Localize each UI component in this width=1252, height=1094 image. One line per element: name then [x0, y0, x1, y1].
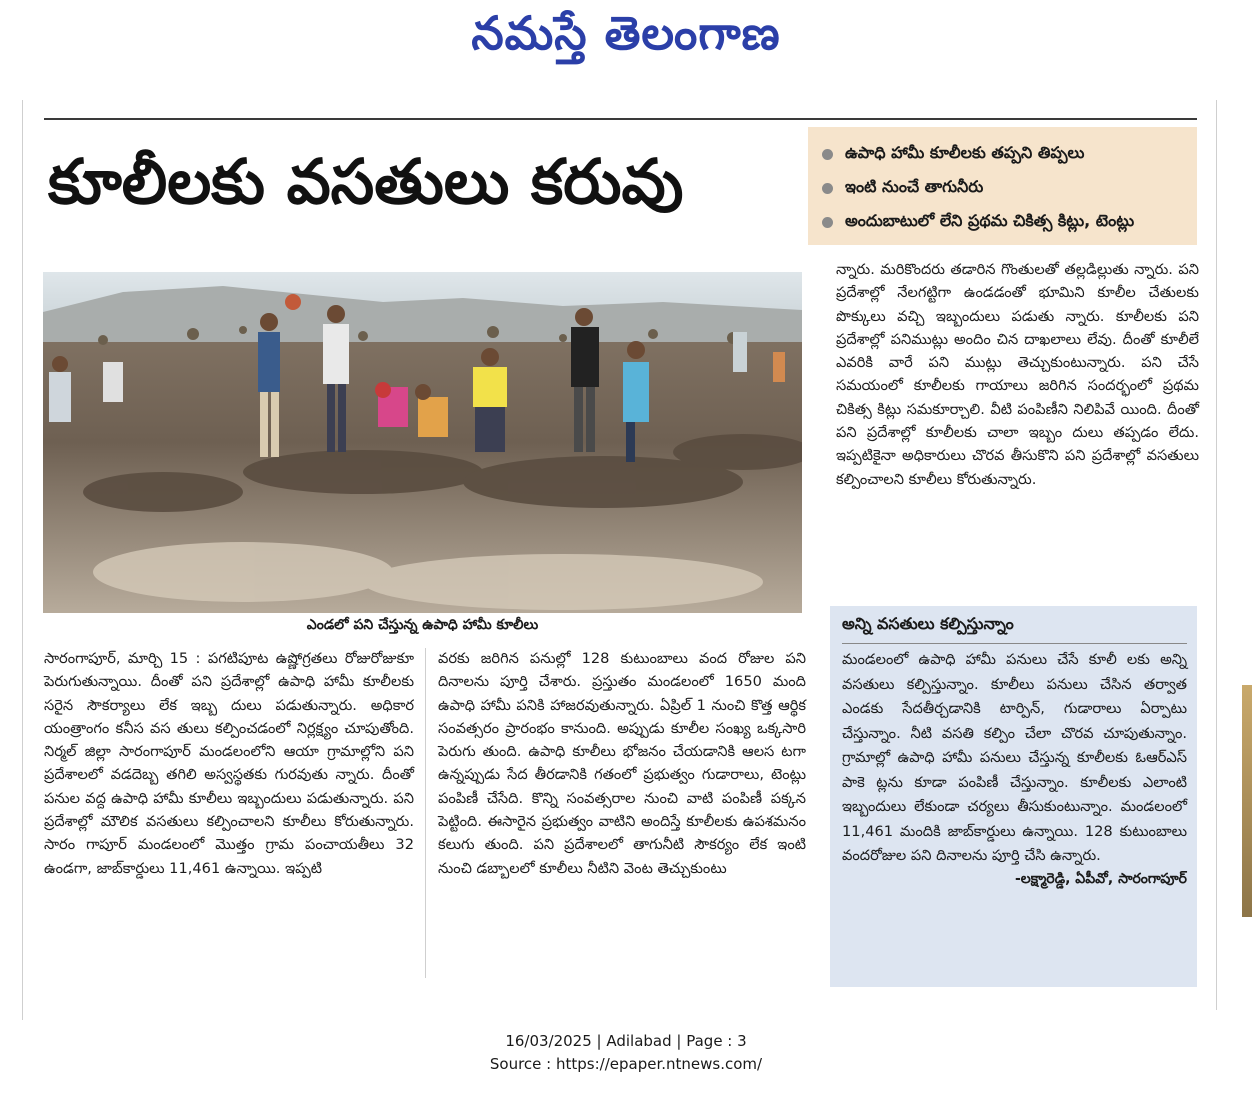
highlight-text: ఇంటి నుంచే తాగునీరు — [845, 176, 984, 196]
bullet-dot-icon — [822, 217, 833, 228]
official-quote-box — [830, 606, 1197, 987]
adjacent-page-image — [1242, 685, 1252, 917]
article-paragraph: సారంగాపూర్, మార్చి 15 : పగటిపూట ఉష్ణోగ్రతలు రోజురోజుకూ పెరుగుతున్నాయి. దీంతో పని ప్రదేశాల్లో ఉపాధి హామీ కూలీలకు సరైన సౌకర్యాలు లేక ఇబ్బ దులు పడుతున్నారు. అధికార యంత్రాంగం కనీస వస తులు కల్పించడంలో నిర్లక్ష్యం చూపుతోంది. నిర్మల్ జిల్లా సారంగాపూర్ మండలంలోని ఆయా గ్రామాల్లోని పని ప్రదేశాలలో వడదెబ్బ తగిలి అస్వస్థతకు గురవుతు న్నారు. దీంతో పనుల వద్ద ఉపాధి హామీ కూలీలు ఇబ్బందులు పడుతున్నారు. పని ప్రదేశాల్లో మౌలిక వసతులు కల్పించాలని కూలీలు కోరుతున్నారు. సారం గాపూర్ మండలంలో మొత్తం గ్రామ పంచాయతీలు 32 ఉండగా, జాబ్‌కార్డులు 11,461 ఉన్నాయి. ఇప్పటి — [44, 650, 414, 877]
highlight-text: ఉపాధి హామీ కూలీలకు తప్పని తిప్పలు — [845, 142, 1085, 162]
page-edge-left — [22, 100, 23, 1020]
photo-caption: ఎండలో పని చేస్తున్న ఉపాధి హామీ కూలీలు — [306, 617, 539, 633]
bullet-dot-icon — [822, 183, 833, 194]
highlight-text: అందుబాటులో లేని ప్రథమ చికిత్స కిట్లు, టెంట్లు — [845, 210, 1135, 230]
masthead-rule — [44, 118, 1197, 120]
bullet-dot-icon — [822, 149, 833, 160]
article-paragraph: న్నారు. మరికొందరు తడారిన గొంతులతో తల్లడిల్లుతు న్నారు. పని ప్రదేశాల్లో నేలగట్టిగా ఉండడంతో భూమిని కూలీల చేతులకు పొక్కులు వచ్చి ఇబ్బందులు పడుతు న్నారు. కూలీలకు పని ప్రదేశాల్లో పనిముట్లు అందిం చిన దాఖలాలు లేవు. దీంతో కూలీలే ఎవరికి వారే పని ముట్లు తెచ్చుకుంటున్నారు. పని చేసే సమయంలో కూలీలకు గాయాలు జరిగిన సందర్భంలో ప్రథమ చికిత్స కిట్లు సమకూర్చాలి. వీటి పంపిణీని నిలిపివే యింది. దీంతో పని ప్రదేశాల్లో కూలీలకు చాలా ఇబ్బం దులు తప్పడం లేదు. ఇప్పటికైనా అధికారులు చొరవ తీసుకొని పని ప్రదేశాల్లో వసతులు కల్పించాలని కూలీలు కోరుతున్నారు. — [836, 261, 1199, 488]
article-column-2 — [438, 647, 806, 880]
highlight-item — [822, 171, 1187, 205]
page-edge-right — [1216, 100, 1217, 1010]
article-column-1 — [44, 647, 414, 880]
workers-photo-illustration — [43, 272, 802, 613]
quote-box-title: అన్ని వసతులు కల్పిస్తున్నాం — [842, 614, 1187, 644]
article-column-3 — [836, 258, 1199, 491]
article-headline: కూలీలకు వసతులు కరువు — [48, 145, 684, 218]
highlight-item — [822, 205, 1187, 239]
column-divider — [425, 648, 426, 978]
article-photo — [43, 272, 802, 613]
quote-box-body: మండలంలో ఉపాధి హామీ పనులు చేసే కూలీ లకు అన్ని వసతులు కల్పిస్తున్నాం. కూలీలు పనులు చేసిన తర్వాత ఎండకు సేదతీర్చడానికి టార్పిన్, గుడారాలు ఏర్పాటు చేస్తున్నాం. నీటి వసతి కల్పిం చేలా చొరవ చూపుతున్నాం. గ్రామాల్లో ఉపాధి హామీ పనులు చేస్తున్న కూలీలకు ఓఆర్‌ఎస్ పాకె ట్లను కూడా పంపిణీ చేస్తున్నాం. కూలీలకు ఎలాంటి ఇబ్బందులు లేకుండా చర్యలు తీసుకుంటున్నాం. మండలంలో 11,461 మందికి జాబ్‌కార్డులు ఉన్నాయి. 128 కుటుంబాలు వందరోజుల పని దినాలను పూర్తి చేసి ఉన్నారు. — [842, 651, 1187, 864]
highlight-item — [822, 137, 1187, 171]
footer-source-link[interactable]: Source : https://epaper.ntnews.com/ — [489, 1055, 763, 1073]
masthead-logo: నమస్తే తెలంగాణ — [471, 6, 781, 60]
highlights-box — [808, 127, 1197, 245]
quote-box-signature: -లక్ష్మారెడ్డి, ఏపీవో, సారంగాపూర్ — [1014, 870, 1187, 887]
footer-date-edition: 16/03/2025 | Adilabad | Page : 3 — [505, 1032, 747, 1050]
article-paragraph: వరకు జరిగిన పనుల్లో 128 కుటుంబాలు వంద రోజుల పని దినాలను పూర్తి చేశారు. ప్రస్తుతం మండలంలో 1650 మంది ఉపాధి హామీ పనికి హాజరవుతున్నారు. ఏప్రిల్ 1 నుంచి కొత్త ఆర్థిక సంవత్సరం ప్రారంభం కానుంది. అప్పుడు కూలీల సంఖ్య ఒక్కసారి పెరుగు తుంది. ఉపాధి కూలీలు భోజనం చేయడానికి ఆలస టగా ఉన్నప్పుడు సేద తీరడానికి గతంలో ప్రభుత్వం గుడారాలు, టెంట్లు పంపిణీ చేసేది. కొన్ని సంవత్సరాల నుంచి వాటి పంపిణీ పక్కన పెట్టింది. ఈసారైన ప్రభుత్వం వాటిని అందిస్తే కూలీలకు ఉపశమనం కలుగు తుంది. పని ప్రదేశాలలో తాగునీటి సౌకర్యం లేక ఇంటి నుంచి డబ్బాలలో కూలీలు నీటిని వెంట తెచ్చుకుంటు — [438, 650, 806, 877]
